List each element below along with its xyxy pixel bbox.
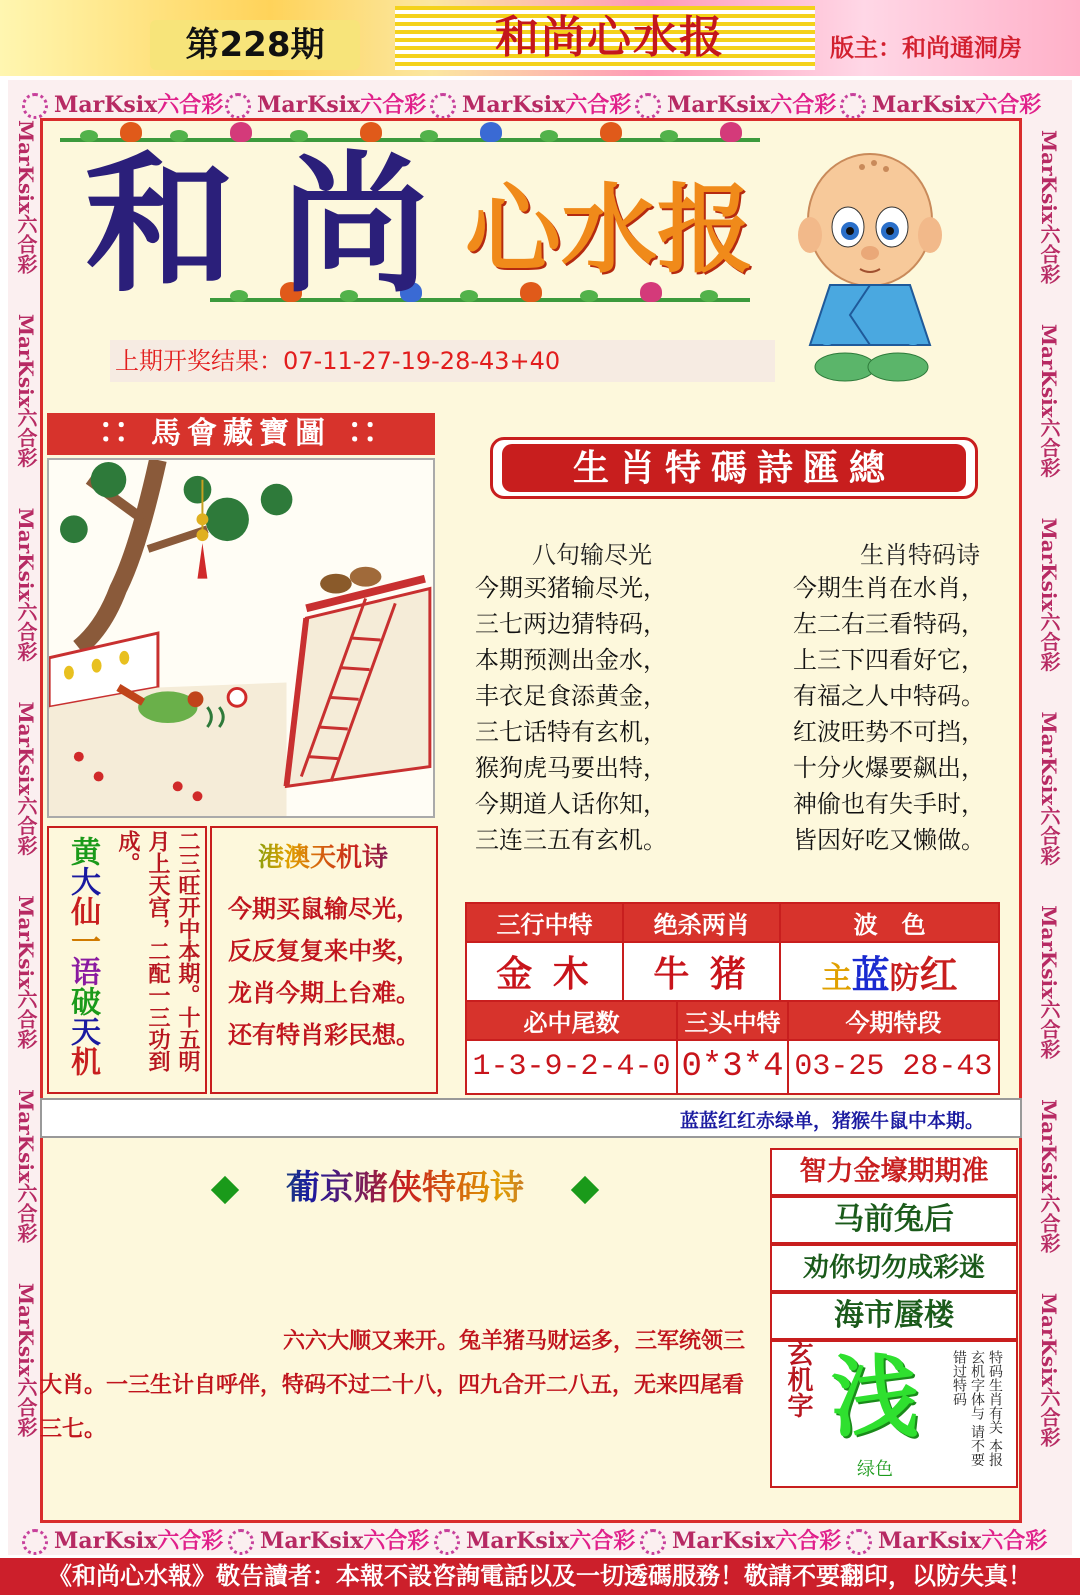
pujing-title: 葡京赌侠特码诗 <box>215 1166 595 1210</box>
huang-char: 机 <box>65 1046 100 1076</box>
kill-zodiac-value: 牛 猪 <box>623 942 780 1001</box>
watermark-bottom-5: MarKsix六合彩 <box>846 1524 1047 1555</box>
footer-notice: 《和尚心水報》敬告讀者：本報不設咨詢電話以及一切透碼服務！敬請不要翻印，以防失真！ <box>0 1558 1080 1595</box>
poem-right-list <box>793 570 1023 858</box>
xuanji-color: 绿色 <box>857 1459 893 1480</box>
table-header: 绝杀两肖 <box>623 903 780 942</box>
huang-char: 仙 <box>65 896 100 926</box>
flower-icon <box>225 93 251 119</box>
top-title: 和尚心水报 <box>495 12 725 63</box>
table-header: 波 色 <box>780 903 999 942</box>
poem-left-line: 猴狗虎马要出特， <box>475 754 667 782</box>
table-header: 三头中特 <box>677 1001 788 1040</box>
poem-banner-title: 生肖特碼詩匯總 <box>502 444 966 492</box>
wave-main: 主 <box>821 961 852 996</box>
watermark-top-2: MarKsix六合彩 <box>225 88 426 119</box>
poem-right-head: 生肖特码诗 <box>860 541 980 569</box>
poem-right-line: 有福之人中特码。 <box>793 682 985 710</box>
three-head-value: 0*3*4 <box>677 1040 788 1094</box>
gangao-line: 今期买鼠输尽光， <box>228 894 420 923</box>
last-draw-result: 上期开奖结果：07-11-27-19-28-43+40 <box>110 340 775 382</box>
poem-right-line: 皆因好吃又懒做。 <box>793 826 985 854</box>
xuanji-label: 玄机字 <box>783 1340 813 1418</box>
haishi-box: 海市蜃楼 <box>770 1292 1018 1340</box>
poem-left-line: 本期预测出金水， <box>475 646 667 674</box>
huang-phrase: 二三旺开中本期。十五明月上天宫，二配一三功到成。 <box>115 830 201 1072</box>
quan-box: 劝你切勿成彩迷 <box>770 1244 1018 1292</box>
gangao-line: 反反复复来中奖， <box>228 936 420 965</box>
watermark-bottom-3: MarKsix六合彩 <box>434 1524 635 1555</box>
poem-right-line: 红波旺势不可挡， <box>793 718 985 746</box>
watermark-bottom-1: MarKsix六合彩 <box>22 1524 223 1555</box>
huang-char: 天 <box>65 1016 100 1046</box>
wave-guard: 防 <box>889 961 920 996</box>
gangao-title: 港澳天机诗 <box>218 840 428 876</box>
poem-left-line: 今期道人话你知， <box>475 790 667 818</box>
editor-label: 版主：和尚通洞房 <box>830 34 1022 62</box>
huang-char: 语 <box>65 956 100 986</box>
gangao-lines <box>228 888 438 1056</box>
watermark-bottom-2: MarKsix六合彩 <box>228 1524 429 1555</box>
huang-char: 黄 <box>65 836 100 866</box>
prediction-table-2 <box>465 1000 1000 1095</box>
poem-left-line: 今期买猪输尽光， <box>475 574 667 602</box>
watermark-top-5: MarKsix六合彩 <box>840 88 1041 119</box>
watermark-left: MarKsix六合彩 MarKsix六合彩 MarKsix六合彩 MarKsix六合彩 MarKsix六合彩 MarKsix六合彩 MarKsix六合彩 <box>14 120 38 1437</box>
logo-shang: 尚 <box>280 137 431 313</box>
watermark-top-1: MarKsix六合彩 <box>22 88 223 119</box>
watermark-top-4: MarKsix六合彩 <box>635 88 836 119</box>
gangao-line: 龙肖今期上台难。 <box>228 978 420 1007</box>
three-elements-value: 金 木 <box>466 942 623 1001</box>
xuanji-note: 特码生肖有关 本报玄机字体与 请不要错过特码 <box>951 1350 1003 1467</box>
pujing-line: 三七。 <box>40 1417 107 1442</box>
watermark-bottom-4: MarKsix六合彩 <box>640 1524 841 1555</box>
poem-left-line: 三七两边猜特码， <box>475 610 667 638</box>
poem-right-line: 左二右三看特码， <box>793 610 985 638</box>
poem-right-line: 十分火爆要飙出， <box>793 754 985 782</box>
poem-right-line: 上三下四看好它， <box>793 646 985 674</box>
logo-he: 和 <box>85 137 236 313</box>
wave-red: 红 <box>919 952 958 997</box>
wave-color-value <box>780 942 999 1001</box>
tail-number-value: 1-3-9-2-4-0 <box>466 1040 677 1094</box>
watermark-top-3: MarKsix六合彩 <box>430 88 631 119</box>
maqian-box: 马前兔后 <box>770 1196 1018 1244</box>
poem-right-line: 今期生肖在水肖， <box>793 574 985 602</box>
poem-left-line: 三连三五有玄机。 <box>475 826 667 854</box>
huang-daxian-title <box>62 836 102 1096</box>
tip-text: 蓝蓝红红赤绿单，猪猴牛鼠中本期。 <box>680 1110 985 1132</box>
horse-map-picture <box>47 458 435 818</box>
pujing-line: 大肖。一三生计自呼伴，特码不过二十八，四九合开二八五，无来四尾看 <box>40 1373 745 1398</box>
flower-icon <box>22 1529 48 1555</box>
flower-icon <box>228 1529 254 1555</box>
zhili-box: 智力金壕期期准 <box>770 1148 1018 1196</box>
wave-blue: 蓝 <box>851 952 890 997</box>
gangao-line: 还有特肖彩民想。 <box>228 1020 420 1049</box>
flower-icon <box>640 1529 666 1555</box>
special-range-value: 03-25 28-43 <box>788 1040 999 1094</box>
watermark-right: MarKsix六合彩 MarKsix六合彩 MarKsix六合彩 MarKsix六合彩 MarKsix六合彩 MarKsix六合彩 MarKsix六合彩 <box>1037 130 1061 1447</box>
issue-number: 第228期 <box>150 20 360 70</box>
horse-map-title: ∷ 馬會藏寶圖 ∷ <box>47 413 435 455</box>
table-header: 三行中特 <box>466 903 623 942</box>
poem-left-line: 三七话特有玄机， <box>475 718 667 746</box>
flower-icon <box>434 1529 460 1555</box>
huang-char: 破 <box>65 986 100 1016</box>
flower-icon <box>840 93 866 119</box>
flower-icon <box>430 93 456 119</box>
flower-icon <box>635 93 661 119</box>
xuanji-char: 浅 <box>830 1346 919 1449</box>
pujing-line: 六六大顺又来开。兔羊猪马财运多，三军统领三 <box>283 1329 746 1354</box>
huang-char: 大 <box>65 866 100 896</box>
huang-char: 一 <box>65 926 100 956</box>
logo-subtitle: 心水报 <box>465 173 753 286</box>
table-header: 必中尾数 <box>466 1001 677 1040</box>
monk-illustration <box>790 145 950 385</box>
flower-icon <box>846 1529 872 1555</box>
poem-left-head: 八句输尽光 <box>532 541 652 569</box>
poem-left-list <box>475 570 735 858</box>
poem-left-line: 丰衣足食添黄金， <box>475 682 667 710</box>
prediction-table-1 <box>465 902 1000 1002</box>
flower-icon <box>22 93 48 119</box>
poem-right-line: 神偷也有失手时， <box>793 790 985 818</box>
table-header: 今期特段 <box>788 1001 999 1040</box>
